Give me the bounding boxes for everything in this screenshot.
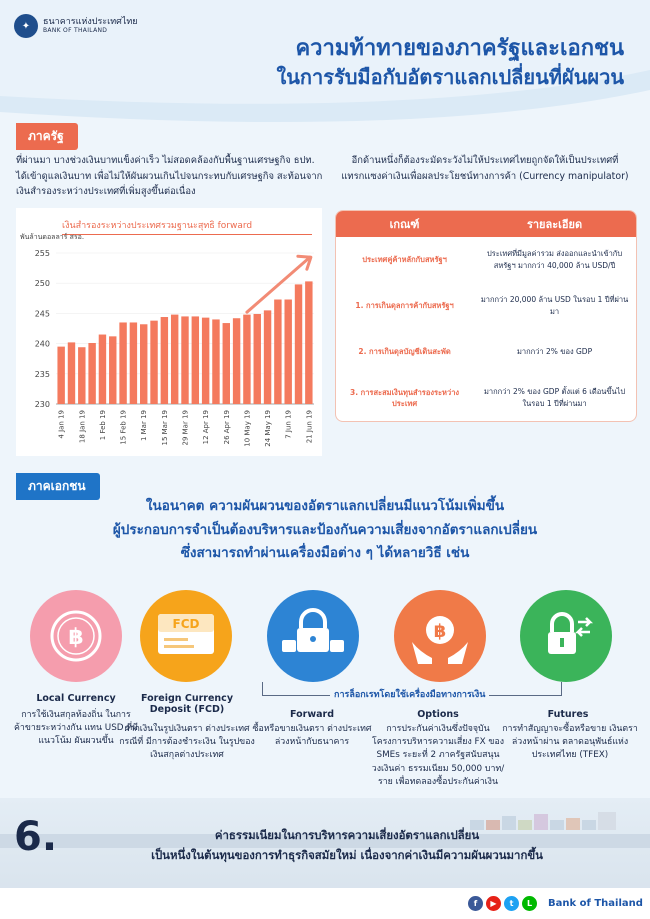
table-cell-criterion: 2. การเกินดุลบัญชีเดินสะพัด — [358, 347, 451, 357]
chart-ytick-label: 255 — [34, 249, 50, 258]
item-title-forward: Forward — [290, 709, 334, 720]
bottom-statement — [62, 826, 632, 866]
chart-xtick-label: 15 Feb 19 — [119, 410, 128, 445]
chart-bar — [254, 314, 261, 404]
chart-bar — [181, 316, 188, 404]
table-row — [336, 283, 636, 329]
gov-left-text: ที่ผ่านมา บางช่วงเงินบาทแข็งค่าเร็ว ไม่สอดคล้องกับพื้นฐานเศรษฐกิจ ธปท. ได้เข้าดูแลเงินบาท เพื่อไม่ให้ผันผวนเกินไปจนกระทบกับเศรษฐกิจ สะท้อนจากเงินสำรองระหว่างประเทศที่เพิ่มสูงขึ้นต่อเนื่อง — [16, 155, 323, 198]
chart-bar — [243, 315, 250, 404]
priv-intro-line3: ซึ่งสามารถทำผ่านเครื่องมือต่าง ๆ ได้หลายวิธี เช่น — [180, 545, 470, 562]
item-desc-futures: การทำสัญญาจะซื้อหรือขาย เงินตราล่วงหน้าผ่าน ตลาดอนุพันธ์แห่งประเทศไทย (TFEX) — [502, 724, 638, 761]
bottom-line1: ค่าธรรมเนียมในการบริหารความเสี่ยงอัตราแลกเปลี่ยน — [214, 828, 480, 842]
chart-bar — [109, 336, 116, 404]
item-title-local-currency: Local Currency — [36, 693, 116, 704]
table-row — [336, 237, 636, 283]
chart-bar — [99, 335, 106, 404]
chart-bar — [88, 343, 95, 404]
chart-ytick-label: 235 — [34, 369, 50, 379]
chart-bar — [274, 300, 281, 404]
chart-xtick-label: 26 Apr 19 — [222, 410, 231, 445]
item-title-fcd: Foreign Currency Deposit (FCD) — [140, 693, 234, 715]
gov-right-text: อีกด้านหนึ่งก็ต้องระมัดระวังไม่ให้ประเทศไทยถูกจัดให้เป็นประเทศที่แทรกแซงค่าเงินเพื่อผลประโยชน์ทางการค้า (Currency manipulator) — [341, 155, 629, 182]
chart-bar — [264, 310, 271, 404]
chart-bar — [78, 347, 85, 404]
chart-title: เงินสำรองระหว่างประเทศรวมฐานะสุทธิ forward — [62, 218, 312, 235]
fcd-icon-label: FCD — [172, 617, 200, 631]
gov-section-tag: ภาครัฐ — [16, 123, 78, 150]
chart-bar — [171, 315, 178, 404]
item-title-options: Options — [417, 709, 459, 720]
table-row — [336, 375, 636, 421]
chart-xtick-label: 21 Jun 19 — [305, 410, 314, 444]
chart-xtick-label: 12 Apr 19 — [202, 410, 211, 445]
table-cell-detail: มากกว่า 2% ของ GDP ตั้งแต่ 6 เดือนขึ้นไป ในรอบ 1 ปีที่ผ่านมา — [483, 387, 626, 408]
chart-bar — [295, 284, 302, 404]
chart-xtick-label: 24 May 19 — [264, 410, 273, 447]
chart-bar — [223, 323, 230, 404]
chart-bar — [233, 318, 240, 404]
bottom-line2: เป็นหนึ่งในต้นทุนของการทำธุรกิจสมัยใหม่ เนื่องจากค่าเงินมีความผันผวนมากขึ้น — [151, 847, 543, 862]
chart-bar — [119, 322, 126, 404]
table-row — [336, 329, 636, 375]
chart-ytick-label: 240 — [34, 339, 50, 349]
item-desc-fcd: ฝากเงินในรูปเงินตรา ต่างประเทศ กรณีที่ มีการต้องชำระเงิน ในรูปของเงินสกุลต่างประเทศ — [119, 724, 255, 761]
chart-bar — [305, 281, 312, 404]
chart-bar — [57, 347, 64, 404]
fcd-icon — [140, 590, 232, 682]
table-header — [336, 211, 636, 237]
chart-xtick-label: 18 Jan 19 — [78, 410, 87, 444]
item-desc-local-currency: การใช้เงินสกุลท้องถิ่น ในการค้าขายระหว่างกัน แทน USD ที่มีแนวโน้ม ผันผวนขึ้น — [14, 710, 138, 747]
org-name-th: ธนาคารแห่งประเทศไทย — [43, 16, 138, 27]
chart-bar — [161, 317, 168, 404]
item-desc-options: การประกันค่าเงินซึ่งปัจจุบัน โครงการบริหารความเสี่ยง FX ของ SMEs ระยะที่ 2 ภาครัฐสนับสนุนวงเงินค่า ธรรมเนียม 50,000 บาท/ราย เพื่อทดลองซื้อประกันค่าเงิน — [371, 724, 505, 787]
table-cell-detail: มากกว่า 20,000 ล้าน USD ในรอบ 1 ปีที่ผ่านมา — [480, 295, 629, 316]
chart-xtick-label: 29 Mar 19 — [181, 410, 190, 446]
priv-intro-line2: ผู้ประกอบการจำเป็นต้องบริหารและป้องกันความเสี่ยงจากอัตราแลกเปลี่ยน — [112, 521, 538, 538]
svg-text:฿: ฿ — [433, 621, 447, 642]
chart-bar — [68, 342, 75, 404]
chart-bar — [140, 324, 147, 404]
criteria-table — [335, 210, 637, 422]
item-desc-forward: ซื้อหรือขายเงินตรา ต่างประเทศ ล่วงหน้ากับธนาคาร — [252, 724, 372, 748]
table-cell-detail: มากกว่า 2% ของ GDP — [516, 347, 593, 357]
line-icon[interactable]: L — [522, 896, 537, 911]
chart-bar — [202, 318, 209, 404]
chart-xtick-label: 4 Jan 19 — [57, 410, 66, 439]
table-cell-detail: ประเทศที่มีมูลค่ารวม ส่งออกและนำเข้ากับสหรัฐฯ มากกว่า 40,000 ล้าน USD/ปี — [487, 249, 623, 270]
table-cell-criterion: 3. การสะสมเงินทุนสำรองระหว่างประเทศ — [350, 387, 460, 408]
chart-xtick-label: 1 Feb 19 — [98, 410, 107, 441]
footer-brand: Bank of Thailand — [548, 898, 643, 909]
priv-section-tag: ภาคเอกชน — [16, 473, 100, 500]
bot-seal-icon: ✦ — [14, 14, 38, 38]
financial-tools-label: การล็อกเรทโดยใช้เครื่องมือทางการเงิน — [330, 687, 489, 701]
priv-intro-line1: ในอนาคต ความผันผวนของอัตราแลกเปลี่ยนมีแนวโน้มเพิ่มขึ้น — [145, 498, 505, 514]
title-line2: ในการรับมือกับอัตราแลกเปลี่ยนที่ผันผวน — [276, 64, 624, 89]
forward-lock-icon — [267, 590, 359, 682]
futures-lock-icon — [520, 590, 612, 682]
chart-plot — [16, 208, 322, 456]
chart-xtick-label: 15 Mar 19 — [160, 410, 169, 446]
chart-bar — [150, 321, 157, 404]
page-title — [276, 34, 624, 91]
twitter-icon[interactable]: t — [504, 896, 519, 911]
options-hands-icon — [394, 590, 486, 682]
local-currency-icon — [30, 590, 122, 682]
chart-xtick-label: 7 Jun 19 — [284, 410, 293, 439]
chart-ytick-label: 250 — [34, 279, 50, 289]
chart-bar — [212, 319, 219, 404]
youtube-icon[interactable]: ▶ — [486, 896, 501, 911]
table-header-detail: รายละเอียด — [526, 218, 583, 231]
chart-ytick-label: 230 — [34, 400, 50, 409]
svg-text:฿: ฿ — [68, 625, 84, 650]
facebook-icon[interactable]: f — [468, 896, 483, 911]
priv-intro — [40, 495, 610, 566]
social-links — [468, 896, 540, 911]
section-number: 6. — [14, 814, 58, 860]
chart-bar — [130, 322, 137, 404]
bot-logo — [14, 14, 138, 38]
table-header-criterion: เกณฑ์ — [389, 218, 420, 231]
reserves-chart — [16, 208, 322, 456]
table-cell-criterion: 1. การเกินดุลการค้ากับสหรัฐฯ — [355, 301, 454, 311]
org-name-en: BANK OF THAILAND — [43, 26, 108, 34]
table-cell-criterion: ประเทศคู่ค้าหลักกับสหรัฐฯ — [362, 255, 447, 265]
chart-ylabel: พันล้านดอลลาร์ สรอ. — [20, 233, 85, 241]
item-title-futures: Futures — [547, 709, 589, 720]
chart-xtick-label: 1 Mar 19 — [140, 410, 149, 442]
chart-bar — [284, 300, 291, 404]
title-line1: ความท้าทายของภาครัฐและเอกชน — [295, 36, 624, 61]
chart-ytick-label: 245 — [34, 309, 50, 319]
chart-bar — [192, 316, 199, 404]
chart-xtick-label: 10 May 19 — [243, 410, 252, 447]
